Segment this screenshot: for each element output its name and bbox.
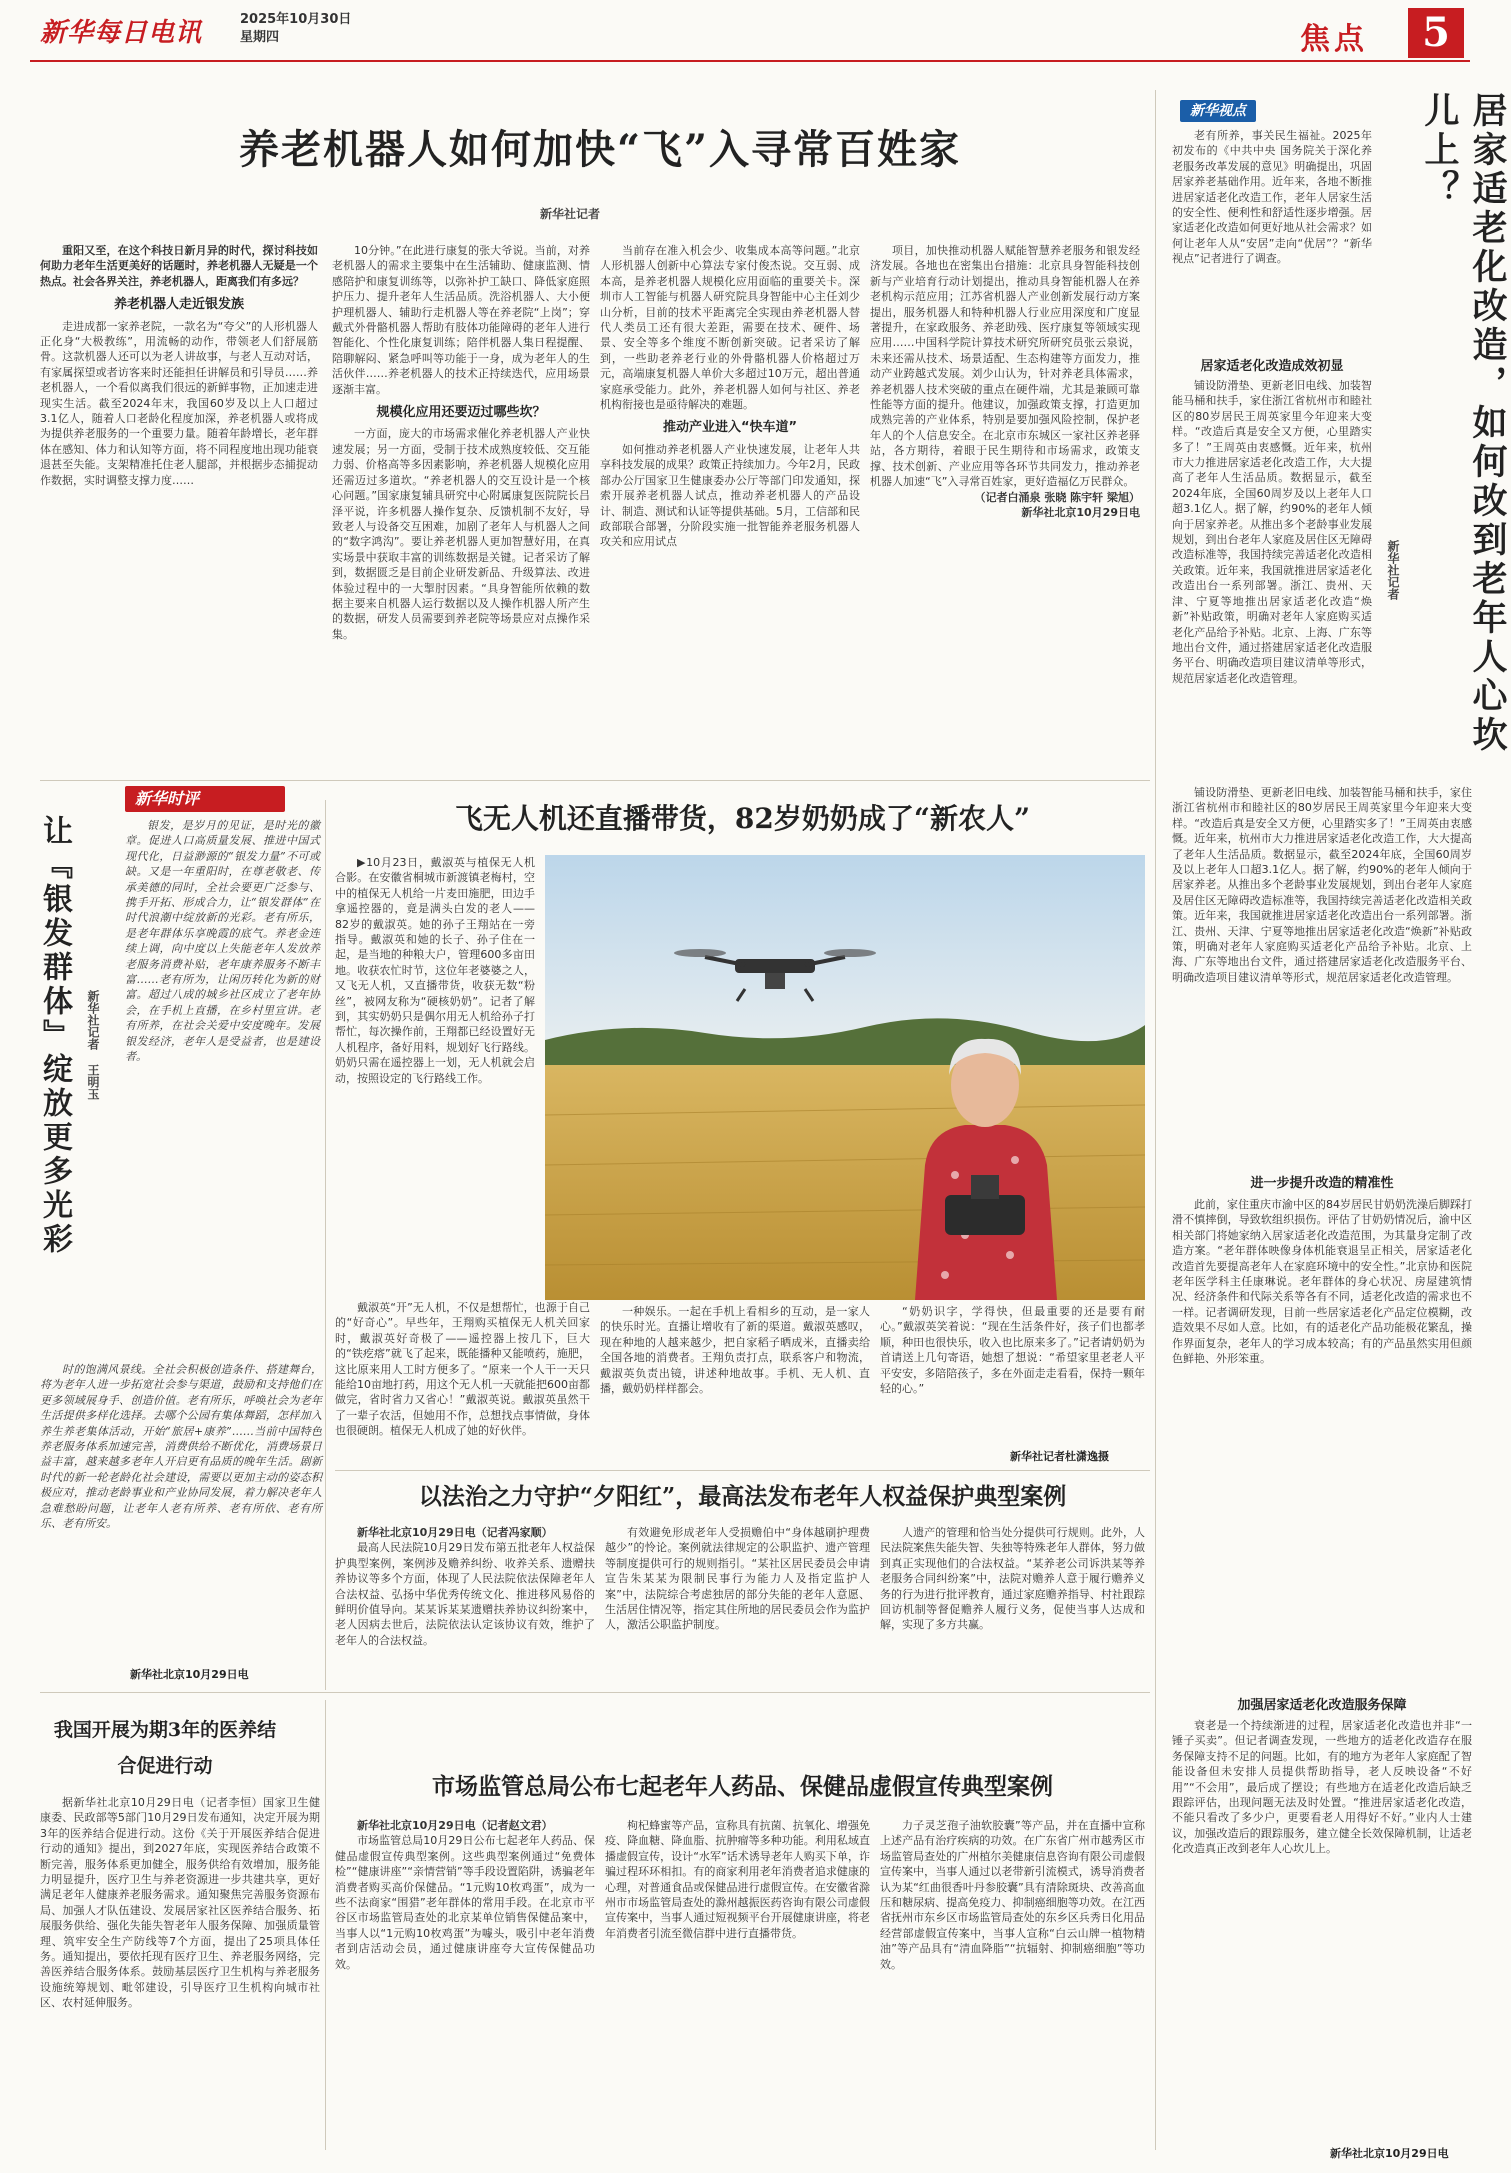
masthead-rule xyxy=(30,60,1470,62)
commentary-headline: 让『银发群体』绽放更多光彩 xyxy=(37,815,72,1257)
side-body2-text: 此前，家住重庆市渝中区的84岁居民甘奶奶洗澡后脚踩打滑不慎摔倒，导致软组织损伤。评估了甘奶奶情况后，渝中区相关部门将她家纳入居家适老化改造范围，为其量身定制了改造方案。“老年群体映像身体机能衰退呈正相关，居家适老化改造首先要提高老年人在家庭环境中的安全性。”北京协和医院老年医学科主任康琳说。老年群体的身心状况、房屋建筑情况、经济条件和代际关系等各有不同，适老化改造的需求也不一样。记者调研发现，目前一些居家适老化产品定位模糊，改造效果不尽如人意。比如，有的适老化产品功能极花繁乱，操作界面复杂，老年人的学习成本较高；有的产品虽然实用但颜色鲜艳、外形笨重。 xyxy=(1172,1198,1472,1366)
brand-logo: 新华每日电讯 xyxy=(40,18,203,48)
side-byline: 新华社记者 xyxy=(1386,540,1400,600)
side-body-1b xyxy=(1172,785,1472,1155)
main-col-3 xyxy=(600,243,860,773)
main-subhead-1: 养老机器人走近银发族 xyxy=(113,297,244,313)
main-col-2 xyxy=(332,243,590,773)
market-col1-text: 市场监管总局10月29日公布七起老年人药品、保健品虚假宣传典型案例。这些典型案例通过“免费体检”“健康讲座”“亲情营销”等手段设置陷阱，诱骗老年消费者购买高价保健品。“1元购10枚鸡蛋”，成为一些不法商家“围猎”老年群体的常用手段。在北京市平谷区市场监管局查处的北京某单位销售保健品案中，当事人以“1元购10枚鸡蛋”为噱头，吸引中老年消费者到店活动会员，通过健康讲座夸大宣传保健品功效。 xyxy=(335,1834,595,1971)
medical-headline: 我国开展为期3年的医养结合促进行动 xyxy=(53,1719,277,1777)
commentary-body-2 xyxy=(40,1362,322,1662)
market-col2-text: 枸杞蜂蜜等产品，宣称具有抗菌、抗氧化、增强免疫、降血糖、降血脂、抗肿瘤等多种功能。利用私域直播虚假宣传，设计“水军”话术诱导老年人购买下单，诈骗过程环环相扣。有的商家利用老年消费者追求健康的心理，对普通食品或保健品进行虚假宣传。在安徽省滁州市市场监管局查处的滁州越振医药咨询有限公司虚假宣传案中，当事人通过短视频平台开展健康讲座，将老年消费者引流至微信群中进行直播带货。 xyxy=(605,1819,870,1940)
court-col-3 xyxy=(880,1525,1145,1685)
masthead xyxy=(0,0,1500,60)
main-col2-text: 10分钟。”在此进行康复的张大爷说。当前，对养老机器人的需求主要集中在生活辅助、健康监测、情感陪护和康复训练等，以弥补护工缺口、降低家庭照护压力、提升老年人生活品质。洗浴机器人、大小便护理机器人、辅助行走机器人等在养老院“上岗”；穿戴式外骨骼机器人帮助有肢体功能障碍的老年人进行智能化、个性化康复训练；陪伴机器人集日程提醒、陪聊解闷、紧急呼叫等功能于一身，成为老年人的生活伙伴……养老机器人的技术正持续迭代，应用场景逐渐丰富。 xyxy=(332,244,590,396)
court-headline: 以法治之力守护“夕阳红”，最高法发布老年人权益保护典型案例 xyxy=(418,1483,1067,1510)
commentary-byline-label: 新华社记者 xyxy=(86,990,100,1050)
main-col3-text: 当前存在准入机会少、收集成本高等问题。”北京人形机器人创新中心算法专家付俊杰说。交互弱、成本高，是养老机器人规模化应用面临的重要关卡。深圳市人工智能与机器人研究院具身智能中心主任刘少山分析，目前的技术平距离完全实现由养老机器人替代人类员工还有很大差距，需要在技术、硬件、场景、安全等多个维度不断创新突破。记者采访了解到，一些助老养老行业的外骨骼机器人价格超过万元，高端康复机器人单价大多超过10万元，超出普通家庭承受能力。此外，养老机器人如何与社区、养老机构衔接也是亟待解决的难题。 xyxy=(600,244,860,412)
drone-col-3 xyxy=(600,1304,870,1464)
main-subhead-2: 规模化应用还要迈过哪些坎？ xyxy=(376,405,546,421)
date-line xyxy=(240,11,351,47)
court-col3-text: 人遗产的管理和恰当处分提供可行规则。此外，人民法院案焦失能失智、失独等特殊老年人群体，努力做到真正实现他们的合法权益。“某养老公司诉洪某等养老服务合同纠纷案”中，法院对赡养人意于履行赡养义务的行为进行批评教育，通过家庭赡养指导、村社跟踪回访机制等督促赡养人履行义务，促使当事人达成和解，实现了多方共赢。 xyxy=(880,1526,1145,1632)
page-number-box xyxy=(1408,8,1464,58)
medical-body-text: 据新华社北京10月29日电（记者李恒）国家卫生健康委、民政部等5部门10月29日发布通知，决定开展为期3年的医养结合促进行动。这份《关于开展医养结合促进行动的通知》提出，到2027年底，实现医养结合政策不断完善，服务体系更加健全，服务供给有效增加，服务能力明显提升，医疗卫生与养老资源进一步共建共享，更好满足老年人健康养老服务需求。通知聚焦完善服务资源布局、加强人才队伍建设、发展居家社区医养结合服务、拓展服务供给、强化失能失智老年人服务保障、加强质量管理、筑牢安全生产防线等7个方面，提出了25项具体任务。通知提出，要依托现有医疗卫生、养老服务网络，完善医养结合服务体系。鼓励基层医疗卫生机构与养老服务设施统筹规划、毗邻建设，引导医疗卫生机构向城市社区、农村延伸服务。 xyxy=(40,1796,320,2010)
commentary-dateline: 新华社北京10月29日电 xyxy=(130,1668,249,1681)
issue-date: 2025年10月30日 xyxy=(240,12,352,27)
main-col1-text: 走进成都一家养老院，一款名为“夸父”的人形机器人正化身“大极教练”，用流畅的动作，带领老人们舒展筋骨。这款机器人还可以为老人讲故事，与老人互动对话，有家属探望或者访客来时还能担任讲解员和引导员……养老机器人，一个看似离我们很远的新鲜事物，正加速走进现实生活。截至2024年末，我国60岁及以上人口超过3.1亿人，随着人口老龄化程度加深，养老机器人或将成为提供养老服务的一个重要力量。随着年龄增长，老年群体在感知、体力和认知等方面，将不同程度地出现功能衰退甚至失能。支架精准托住老人腿部，并根据步态捕捉动作数据，实时调整支撑力度…… xyxy=(40,319,318,487)
side-subhead-2: 进一步提升改造的精准性 xyxy=(1250,1176,1394,1191)
drone-col2-text: 戴淑英“开”无人机，不仅是想帮忙，也源于自己的“好奇心”。早些年，王翔购买植保无人机关回家时，戴淑英好奇极了——遥控器上按几下，巨大的“铁疙瘩”就飞了起来，既能播种又能喷药，施肥，这比原来用人工时方便多了。“原来一个人干一天只能给10亩地打药，用这个无人机一天就能把600亩都做完，省时省力又省心！”戴淑英说。戴淑英虽然干了一辈子农活，但她用不作，总想找点事情做，身体也很硬朗。植保无人机成了她的好伙伴。 xyxy=(335,1301,590,1438)
main-credit: （记者白涌泉 张晓 陈宇轩 梁旭） xyxy=(974,490,1140,504)
divider-right-col xyxy=(1155,90,1156,2150)
drone-photo-credit: 新华社记者杜潇逸摄 xyxy=(1010,1450,1109,1463)
court-lead: 新华社北京10月29日电（记者冯家顺） xyxy=(357,1526,553,1539)
main-col-1 xyxy=(40,243,318,773)
court-col-1 xyxy=(335,1525,595,1685)
divider-court-bottom xyxy=(40,1692,1150,1693)
side-subhead-1: 居家适老化改造成效初显 xyxy=(1200,359,1344,374)
drone-col-4 xyxy=(880,1304,1145,1444)
court-col-2 xyxy=(605,1525,870,1685)
commentary-body2-text: 时的饱满风景线。全社会积极创造条件、搭建舞台，将为老年人进一步拓宽社会参与渠道，鼓励和支持他们在更多领域展身手、创造价值。老有所乐，呼唤社会为老年生活提供多样化选择。去哪个公园有集体舞蹈，怎样加入养生养老集体活动，开始“旅居+康养”……当前中国特色养老服务体系加速完善，消费供给不断优化，消费场景日益丰富，越来越多老年人开启更有品质的晚年生活。剧新时代的新一轮老龄化社会建设，需要以更加主动的姿态积极应对，推动老龄事业和产业协同发展，着力解决老年人急难愁盼问题，让老年人老有所养、老有所依、老有所乐、老有所安。 xyxy=(40,1363,322,1531)
court-lead-wrap xyxy=(335,1525,595,1540)
side-subhead-3: 加强居家适老化改造服务保障 xyxy=(1237,1698,1407,1713)
market-lead: 新华社北京10月29日电（记者赵文君） xyxy=(357,1819,553,1832)
main-col4-text: 项目，加快推动机器人赋能智慧养老服务和银发经济发展。各地也在密集出台措施：北京具身智能科技创新与产业培育行动计划提出，推动具身智能机器人在养老机构示范应用；江苏省机器人产业创新发展行动方案提出，服务机器人和特种机器人行业应用深度和广度显著提升，在家政服务、养老助残、医疗康复等领域实现应用……中国科学院计算技术研究所研究员张云泉说，未来还需从技术、场景适配、生态构建等方面发力，推动产业跨越式发展。刘少山认为，针对养老具体需求，养老机器人技术突破的重点在硬件端，尤其是兼顾可靠性能等方面的提升。他建议，加强政策支撑，打造更加成熟完善的产业体系，特别是要加强风险控制，保护老年人的个人信息安全。在北京市东城区一家社区养老驿站，各方期待，着眼于民生期待和市场需求，政策支撑、技术创新、产业应用等各环节共同发力，推动养老机器人加速“飞”入寻常百姓家，更好造福亿万民群众。 xyxy=(870,244,1140,489)
side-intro xyxy=(1172,128,1372,350)
divider-medical xyxy=(325,1700,326,2150)
market-col-2 xyxy=(605,1818,870,2143)
drone-col-2-text xyxy=(335,1300,590,1465)
side-tag: 新华视点 xyxy=(1180,100,1256,122)
court-col1-text: 最高人民法院10月29日发布第五批老年人权益保护典型案例，案例涉及赡养纠纷、收养关系、遗赠扶养协议等多个方面，体现了人民法院依法保障老年人合法权益、弘扬中华优秀传统文化、推进移风易俗的鲜明价值导向。某某诉某某遗赠扶养协议纠纷案中，老人因病去世后，法院依法认定该协议有效，维护了老年人的合法权益。 xyxy=(335,1541,595,1647)
main-headline: 养老机器人如何加快“飞”入寻常百姓家 xyxy=(238,126,961,173)
drone-col4-text: “奶奶识字，学得快，但最重要的还是要有耐心。”戴淑英笑着说：“现在生活条件好，孩子们也都孝顺，种田也很快乐，收入也比原来多了。”记者请奶奶为首请送上几句寄语，她想了想说：“希望家里老老人平平安安，多陪陪孩子，多在外面走走看看，保持一颗年轻的心。” xyxy=(880,1305,1145,1396)
side-body-1a xyxy=(1172,378,1372,778)
medical-body xyxy=(40,1795,320,2135)
main-col-4 xyxy=(870,243,1140,773)
main-subhead-3: 推动产业进入“快车道” xyxy=(662,420,798,436)
side-body-2 xyxy=(1172,1197,1472,1687)
market-headline: 市场监管总局公布七起老年人药品、保健品虚假宣传典型案例 xyxy=(432,1773,1053,1800)
main-col3b-text: 如何推动养老机器人产业快速发展，让老年人共享科技发展的成果？政策正持续加力。今年2月，民政部办公厅国家卫生健康委办公厅等部门印发通知，探索开展养老机器人试点，推动养老机器人的产品设计、制造、测试和认证等提供基础。5月，工信部和民政部联合部署，分阶段实施一批智能养老服务机器人攻关和应用试点 xyxy=(600,442,860,549)
drone-photo-illustration xyxy=(545,855,1145,1300)
commentary-body-text: 银发，是岁月的见证，是时光的徽章。促进人口高质量发展、推进中国式现代化，日益渺源的“银发力量”不可或缺。又是一年重阳时，在尊老敬老、传承美德的同时，全社会要更广泛参与、携手开拓、形成合力，让“银发群体”在时代浪潮中绽放新的光彩。老有所乐，是老年群体乐享晚霞的底气。养老金连续上调，向中度以上失能老年人发放养老服务消费补贴，老年康养服务不断丰富……老有所为，让闲历转化为新的财富。超过八成的城乡社区成立了老年协会，在手机上直播，在乡村里宣讲。老有所养，在社会关爱中安度晚年。发展银发经济，老年人是受益者，也是建设者。 xyxy=(125,819,320,1064)
commentary-body xyxy=(125,818,320,1358)
side-headline: 居家适老化改造，如何改到老年人心坎儿上？ xyxy=(1419,92,1508,755)
side-body1-text: 铺设防滑垫、更新老旧电线、加装智能马桶和扶手，家住浙江省杭州市和睦社区的80岁居民王周英家里今年迎来大变样。“改造后真是安全又方便，心里踏实多了！”王周英由衷感慨。近年来，杭州市大力推进居家适老化改造工作，大大提高了老年人生活品质。数据显示，截至2024年底，全国60周岁及以上老年人口超3.1亿人。据了解，约90%的老年人倾向于居家养老。从推出多个老龄事业发展规划，到出台老年人家庭及居住区无障碍改造标准等，我国持续完善适老化改造相关政策。近年来，我国就推进居家适老化改造出台一系列部署。浙江、贵州、天津、宁夏等地推出居家适老化改造“焕新”补贴政策，明确对老年人家庭购买适老化产品给予补贴。北京、上海、广东等地出台文件，通过搭建居家适老化改造服务平台、明确改造项目建议清单等形式，规范居家适老化改造管理。 xyxy=(1172,379,1372,685)
drone-col1-text: ▶10月23日，戴淑英与植保无人机合影。在安徽省桐城市新渡镇老梅村，空中的植保无人机给一片麦田施肥，田边手拿遥控器的，竟是满头白发的老人——82岁的戴淑英。她的孙子王翔站在一旁指导。戴淑英和她的长子、孙子住在一起，是当地的种粮大户，管理600多亩田地。收获农忙时节，这位年老婆婆之人，又飞无人机，又直播带货，收获无数“粉丝”，被网友称为“硬核奶奶”。记者了解到，其实奶奶只是偶尔用无人机给孙子打帮忙，每次操作前，王翔都已经设置好无人机程序，备好用料，规划好飞行路线。奶奶只需在遥控器上一划，无人机就会启动，按照设定的飞行路线工作。 xyxy=(335,856,535,1085)
side-dateline: 新华社北京10月29日电 xyxy=(1330,2147,1449,2160)
main-col2b-text: 一方面，庞大的市场需求催化养老机器人产业快速发展；另一方面，受制于技术成熟度较低、交互能力弱、价格高等多因素影响，养老机器人规模化应用还需迈过多道坎。“养老机器人的交互设计是一个核心问题。”国家康复辅具研究中心附属康复医院院长吕泽平说，许多机器人操作复杂、反馈机制不友好，导致老人与设备交互困难，加剧了老年人与机器人之间的“数字鸿沟”。要让养老机器人更加智慧好用，在真实场景中获取丰富的训练数据是关键。记者采访了解到，数据匮乏是目前企业研发新品、升级算法、改进体验过程中的一大掣肘因素。“具身智能所依赖的数据主要来自机器人运行数据以及人操作机器人所产生的数据，研发人员需要到养老院等场景应对点操作采集。 xyxy=(332,427,590,641)
market-col-3 xyxy=(880,1818,1145,2143)
issue-weekday: 星期四 xyxy=(240,30,280,45)
side-intro-text: 老有所养，事关民生福祉。2025年初发布的《中共中央 国务院关于深化养老服务改革发展的意见》明确提出，巩固居家养老基础作用。近年来，各地不断推进居家适老化改造工作，老年人居家生活的安全性、便利性和舒适性逐步增强。居家适老化改造如何更好地从社会需求？如何让老年人从“安居”走向“优居”？“新华视点”记者进行了调查。 xyxy=(1172,129,1372,266)
drone-col-1 xyxy=(335,855,535,1295)
commentary-byline xyxy=(85,990,102,1100)
drone-headline: 飞无人机还直播带货，82岁奶奶成了“新农人” xyxy=(454,802,1031,835)
drone-photo xyxy=(545,855,1145,1300)
side-body-3 xyxy=(1172,1718,1472,2138)
divider-commentary xyxy=(325,800,326,1690)
drone-col3-text: 一种娱乐。一起在手机上看相乡的互动，是一家人的快乐时光。直播让增收有了新的渠道。戴淑英感叹，现在种地的人越来越少，把自家稻子晒成米，直播卖给全国各地的消费者。王翔负责打点，联系客户和物流，戴淑英负责出镜，讲述种地故事。手机、无人机、直播，戴奶奶样样都会。 xyxy=(600,1305,870,1396)
commentary-author: 王明玉 xyxy=(86,1064,100,1101)
section-name: 焦点 xyxy=(1300,22,1368,57)
main-intro: 重阳又至，在这个科技日新月异的时代，探讨科技如何助力老年生活更美好的话题时，养老机器人无疑是一个热点。社会各界关注，养老机器人，距离我们有多远？ xyxy=(40,244,318,288)
main-dateline: 新华社北京10月29日电 xyxy=(1021,505,1140,519)
divider-main-bottom xyxy=(40,780,1150,781)
divider-drone-bottom xyxy=(335,1470,1150,1471)
market-col3-text: 力子灵芝孢子油软胶囊”等产品，并在直播中宣称上述产品有治疗疾病的功效。在广东省广州市越秀区市场监管局查处的广州植尔美健康信息咨询有限公司虚假宣传案中，当事人通过以老带新引流模式，诱导消费者认为某“红曲很香叶丹参胶囊”具有清除斑块、改善高血压和糖尿病、提高免疫力、抑制癌细胞等功效。在江西省抚州市东乡区市场监管局查处的东乡区兵秀日化用品经营部虚假宣传案中，当事人宣称“白云山牌一植物精油”等产品具有“清血降脂”“抗辐射、抑制癌细胞”等功效。 xyxy=(880,1819,1145,1971)
side-body3-text: 衰老是一个持续渐进的过程，居家适老化改造也并非“一锤子买卖”。但记者调查发现，一些地方的适老化改造存在服务保障支持不足的问题。比如，有的地方为老年人家庭配了智能设备但未安排人员提供帮助指导，老人反映设备“不好用”“不会用”，最后成了摆设；有些地方在适老化改造后缺乏跟踪评估，出现问题无法及时处置。“推进居家适老化改造，不能只看改了多少户，更要看老人用得好不好。”业内人士建议，加强改造后的跟踪服务，建立健全长效保障机制，让适老化改造真正改到老年人心坎儿上。 xyxy=(1172,1719,1472,1856)
court-col2-text: 有效避免形成老年人受损赡伯中“身体越刷护理费越少”的怜论。案例就法律规定的公职监护、遗产管理等制度提供可行的规则指引。“某社区居民委员会申请宣告朱某某为限制民事行为能力人及指定监护人案”中，法院综合考虑独居的部分失能的老年人意愿、生活居住情况等，指定其住所地的居民委员会作为监护人，激活公职监护制度。 xyxy=(605,1526,870,1632)
commentary-tag: 新华时评 xyxy=(125,786,285,812)
main-byline: 新华社记者 xyxy=(540,207,601,221)
side-body1b-text: 铺设防滑垫、更新老旧电线、加装智能马桶和扶手，家住浙江省杭州市和睦社区的80岁居民王周英家里今年迎来大变样。“改造后真是安全又方便，心里踏实多了！”王周英由衷感慨。近年来，杭州市大力推进居家适老化改造工作，大大提高了老年人生活品质。数据显示，截至2024年底，全国60周岁及以上老年人口超3.1亿人。据了解，约90%的老年人倾向于居家养老。从推出多个老龄事业发展规划，到出台老年人家庭及居住区无障碍改造标准等，我国持续完善适老化改造相关政策。近年来，我国就推进居家适老化改造出台一系列部署。浙江、贵州、天津、宁夏等地推出居家适老化改造“焕新”补贴政策，明确对老年人家庭购买适老化产品给予补贴。北京、上海、广东等地出台文件，通过搭建居家适老化改造服务平台、明确改造项目建议清单等形式，规范居家适老化改造管理。 xyxy=(1172,786,1472,984)
market-col-1 xyxy=(335,1818,595,2143)
market-lead-wrap xyxy=(335,1818,595,1833)
page-number: 5 xyxy=(1422,9,1450,56)
